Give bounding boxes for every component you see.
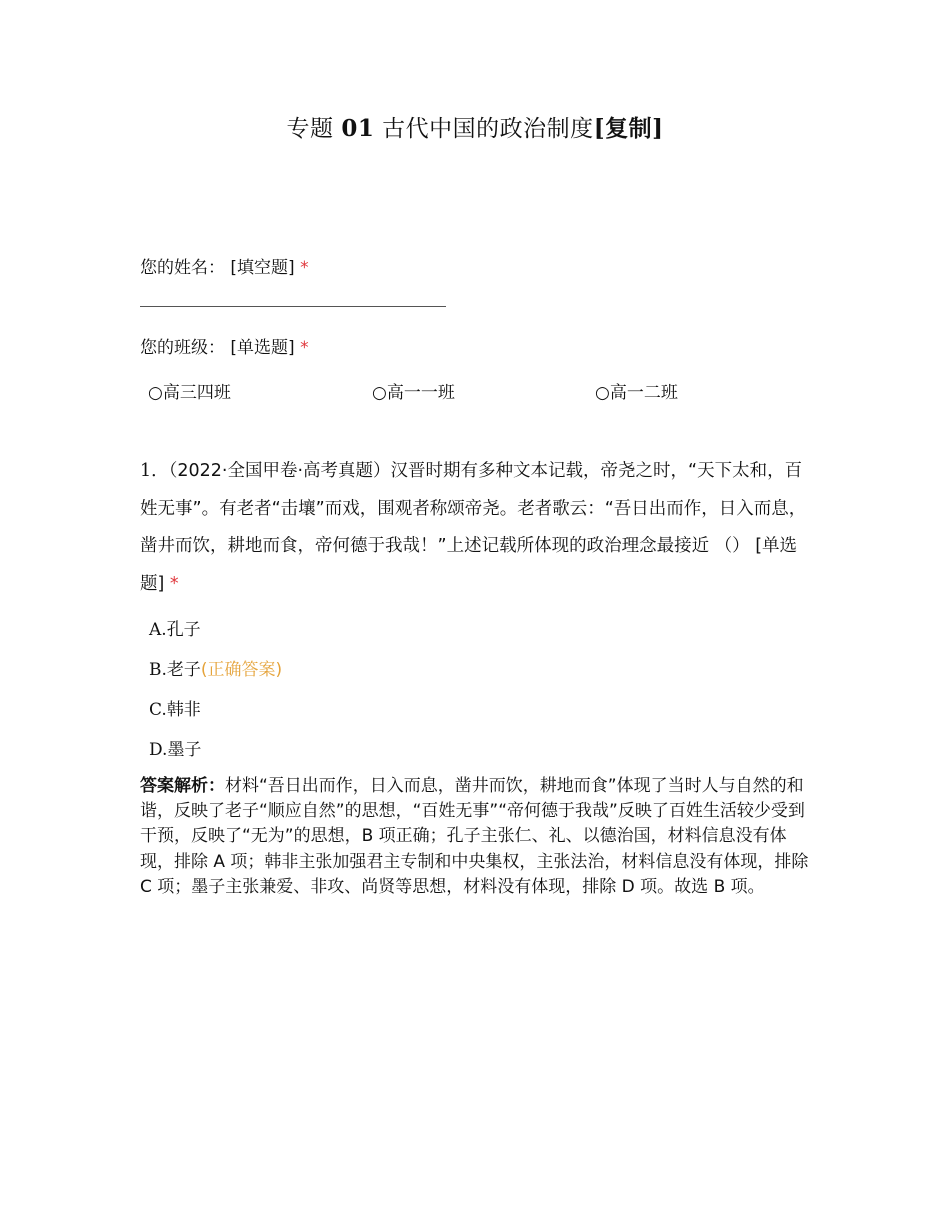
option-letter: C. bbox=[149, 700, 167, 720]
class-radio-option[interactable]: ○高三四班 bbox=[148, 383, 231, 403]
option-text: 孔子 bbox=[166, 620, 201, 640]
name-input-line[interactable] bbox=[140, 306, 446, 307]
answer-option-a[interactable] bbox=[149, 615, 201, 640]
name-field-label bbox=[140, 253, 309, 278]
class-radio-group bbox=[148, 378, 848, 404]
option-letter: A. bbox=[149, 620, 167, 640]
class-radio-option[interactable]: ○高一二班 bbox=[595, 383, 678, 403]
required-mark: * bbox=[169, 573, 179, 594]
question-number: 1． bbox=[140, 461, 169, 481]
answer-option-c[interactable] bbox=[149, 695, 201, 720]
title-prefix: 专题 bbox=[286, 116, 342, 142]
question-text: （2022·全国甲卷·高考真题）汉晋时期有多种文本记载，帝尧之时，“天下太和，百姓无事”。有老者“击壤”而戏，围观者称颂帝尧。老者歌云：“吾日出而作，日入而息，凿井而饮，耕地而食，帝何德于我哉！”上述记载所体现的政治理念最接近 （） bbox=[140, 461, 807, 556]
answer-option-d[interactable] bbox=[149, 735, 201, 760]
class-radio-option[interactable]: ○高一一班 bbox=[372, 383, 455, 403]
class-field-type: [单选题] bbox=[230, 338, 295, 358]
required-mark: * bbox=[300, 258, 309, 278]
title-number: 01 bbox=[341, 115, 375, 142]
option-text: 墨子 bbox=[167, 740, 202, 760]
name-label-text: 您的姓名： bbox=[140, 258, 225, 278]
question-type: [单选题] bbox=[140, 536, 798, 594]
title-main: 古代中国的政治制度 bbox=[374, 116, 594, 142]
answer-option-b[interactable] bbox=[149, 655, 282, 680]
page-title bbox=[0, 110, 950, 143]
analysis-text: 材料“吾日出而作，日入而息，凿井而饮，耕地而食”体现了当时人与自然的和谐，反映了老子“顺应自然”的思想，“百姓无事”“帝何德于我哉”反映了百姓生活较少受到干预，反映了“无为”的思想，B 项正确；孔子主张仁、礼、以德治国，材料信息没有体现，排除 A 项；韩非主张加强君主专制和中央集权，主张法治，材料信息没有体现，排除 C 项；墨子主张兼爱、非攻、尚贤等思想，材料没有体现，排除 D 项。故选 B 项。 bbox=[140, 776, 809, 897]
required-mark: * bbox=[300, 338, 309, 358]
class-field-label bbox=[140, 333, 309, 358]
option-letter: D. bbox=[149, 740, 168, 760]
class-label-text: 您的班级： bbox=[140, 338, 225, 358]
correct-answer-note: (正确答案) bbox=[200, 660, 283, 680]
option-text: 韩非 bbox=[166, 700, 201, 720]
question-stem bbox=[140, 453, 810, 603]
answer-analysis bbox=[140, 774, 812, 900]
option-letter: B. bbox=[149, 660, 167, 680]
option-text: 老子 bbox=[166, 660, 201, 680]
analysis-label: 答案解析： bbox=[140, 776, 225, 796]
name-field-type: [填空题] bbox=[230, 258, 295, 278]
title-suffix: [复制] bbox=[593, 115, 664, 142]
